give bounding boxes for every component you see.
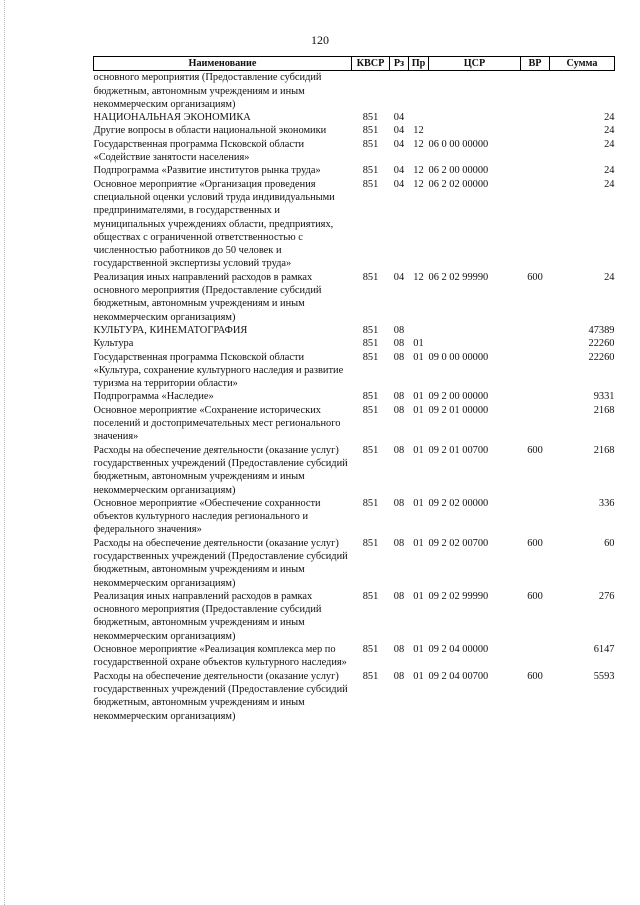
cell-name: Расходы на обеспечение деятельности (оказание услуг) государственных учреждений (Предоставление субсидий бюджетным, автономным учреждениям и иным некоммерческим организациям) [93,537,348,589]
cell-vr [521,404,550,444]
table-header-row [94,57,615,71]
cell-kvsr: 851 [362,537,379,549]
cell-name: Государственная программа Псковской области «Содействие занятости населения» [93,138,305,164]
cell-kvsr: 851 [362,271,379,283]
page-number: 120 [311,33,329,47]
table-row [94,590,615,643]
cell-pr: 12 [413,125,424,137]
table-row [94,324,615,337]
cell-kvsr: 851 [362,138,379,150]
cell-vr: 600 [527,444,543,456]
cell-sum: 24 [604,178,615,190]
cell-name: Другие вопросы в области национальной экономики [93,125,327,137]
cell-csr: 09 2 01 00700 [428,444,489,456]
table-row [94,670,615,723]
cell-sum: 6147 [593,644,615,656]
budget-table [93,56,615,723]
cell-csr [429,337,521,350]
cell-pr [409,111,429,124]
table-row [94,124,615,137]
cell-csr: 06 2 00 00000 [428,165,489,177]
cell-kvsr: 851 [362,444,379,456]
cell-name: Расходы на обеспечение деятельности (оказание услуг) государственных учреждений (Предоставление субсидий бюджетным, автономным учреждениям и иным некоммерческим организациям) [93,444,348,496]
table-row [94,404,615,444]
cell-name: Основное мероприятие «Реализация комплекса мер по государственной охране объектов культурного наследия» [93,644,347,669]
cell-rz: 04 [393,178,405,190]
cell-csr: 09 2 02 00000 [428,497,489,509]
cell-pr: 01 [413,670,424,682]
table-row [94,537,615,590]
cell-pr: 12 [413,138,424,150]
cell-kvsr: 851 [362,125,379,137]
cell-pr: 01 [413,497,424,509]
cell-sum [550,71,615,111]
cell-vr: 600 [527,271,543,283]
cell-pr [409,324,429,337]
cell-name: Подпрограмма «Наследие» [93,391,214,403]
header-pr: Пр [409,57,429,71]
cell-rz [390,71,409,111]
cell-rz: 04 [393,165,405,177]
cell-rz: 08 [393,444,405,456]
cell-name: НАЦИОНАЛЬНАЯ ЭКОНОМИКА [93,112,251,124]
cell-sum: 2168 [593,404,615,416]
cell-sum: 24 [604,112,615,124]
cell-csr: 09 0 00 00000 [428,351,489,363]
cell-kvsr: 851 [362,165,379,177]
cell-rz: 08 [393,324,405,336]
cell-rz: 08 [393,391,405,403]
cell-vr [521,324,550,337]
header-sum: Сумма [550,57,615,71]
cell-rz: 08 [393,644,405,656]
cell-name: Расходы на обеспечение деятельности (оказание услуг) государственных учреждений (Предоставление субсидий бюджетным, автономным учреждениям и иным некоммерческим организациям) [93,670,348,722]
cell-pr: 12 [413,178,424,190]
cell-csr [429,124,521,137]
table-row [94,444,615,497]
cell-name: Подпрограмма «Развитие институтов рынка труда» [93,165,321,177]
cell-name: Реализация иных направлений расходов в рамках основного мероприятия (Предоставление субсидий бюджетным, автономным учреждениям и иным некоммерческим организациям) [93,271,322,323]
cell-kvsr: 851 [362,351,379,363]
cell-rz: 08 [393,338,405,350]
table-row [94,271,615,324]
cell-rz: 04 [393,125,405,137]
header-vr: ВР [521,57,550,71]
table-row [94,138,615,165]
cell-csr [429,324,521,337]
cell-vr [521,178,550,271]
cell-csr: 06 2 02 00000 [428,178,489,190]
cell-kvsr: 851 [362,338,379,350]
cell-pr: 01 [413,404,424,416]
cell-name: Реализация иных направлений расходов в рамках основного мероприятия (Предоставление субсидий бюджетным, автономным учреждениям и иным некоммерческим организациям) [93,590,322,642]
cell-rz: 04 [393,112,405,124]
header-rz: Рз [390,57,409,71]
cell-vr [521,643,550,670]
cell-kvsr: 851 [362,497,379,509]
cell-vr [521,124,550,137]
cell-kvsr: 851 [362,112,379,124]
cell-rz: 08 [393,404,405,416]
cell-vr: 600 [527,590,543,602]
cell-sum: 22260 [588,338,615,350]
cell-vr [521,138,550,165]
cell-sum: 2168 [593,444,615,456]
cell-sum: 9331 [593,391,615,403]
cell-vr [521,351,550,391]
cell-vr [521,164,550,177]
header-name: Наименование [94,57,352,71]
table-row [94,111,615,124]
cell-sum: 22260 [588,351,615,363]
cell-pr [409,71,429,111]
cell-pr: 01 [413,590,424,602]
cell-vr [521,111,550,124]
cell-sum: 60 [604,537,615,549]
cell-rz: 04 [393,138,405,150]
cell-kvsr: 851 [362,324,379,336]
cell-pr: 01 [413,444,424,456]
cell-kvsr: 851 [362,404,379,416]
cell-name: Основное мероприятие «Сохранение исторических поселений и достопримечательных мест регионального значения» [93,404,341,443]
cell-sum: 276 [598,590,615,602]
cell-sum: 24 [604,138,615,150]
cell-csr: 06 0 00 00000 [428,138,489,150]
cell-csr [429,71,521,111]
cell-sum: 24 [604,271,615,283]
table-row [94,71,615,111]
cell-pr: 12 [413,165,424,177]
cell-vr [521,497,550,537]
cell-kvsr: 851 [362,178,379,190]
table-row [94,497,615,537]
cell-rz: 08 [393,497,405,509]
cell-vr: 600 [527,670,543,682]
cell-rz: 08 [393,590,405,602]
cell-csr: 09 2 02 00700 [428,537,489,549]
cell-kvsr: 851 [362,670,379,682]
cell-name: Основное мероприятие «Организация проведения специальной оценки условий труда индивидуальными предпринимателями, в государственных и муниципальных учреждениях области, предприятиях, обществах с ограниченной ответственностью с численностью работников до 50 человек и государственной экспертизы условий труда» [93,178,335,270]
cell-csr [429,111,521,124]
table-row [94,178,615,271]
cell-kvsr: 851 [362,644,379,656]
cell-vr [521,71,550,111]
cell-pr: 01 [413,338,424,350]
cell-sum: 24 [604,165,615,177]
table-row [94,351,615,391]
header-csr: ЦСР [429,57,521,71]
cell-rz: 08 [393,351,405,363]
header-kvsr: КВСР [352,57,390,71]
cell-sum: 5593 [593,670,615,682]
cell-name: КУЛЬТУРА, КИНЕМАТОГРАФИЯ [93,324,248,336]
cell-name: Государственная программа Псковской области «Культура, сохранение культурного наследия и развитие туризма на территории области» [93,351,344,390]
cell-csr: 09 2 02 99990 [428,590,489,602]
cell-csr: 09 2 04 00000 [428,644,489,656]
cell-kvsr: 851 [362,590,379,602]
cell-sum: 47389 [588,324,615,336]
cell-pr: 12 [413,271,424,283]
table-row [94,390,615,403]
cell-pr: 01 [413,351,424,363]
cell-kvsr: 851 [362,391,379,403]
cell-name: Основное мероприятие «Обеспечение сохранности объектов культурного наследия регионального и федерального значения» [93,497,321,536]
cell-csr: 09 2 01 00000 [428,404,489,416]
cell-sum: 24 [604,125,615,137]
cell-vr: 600 [527,537,543,549]
cell-pr: 01 [413,537,424,549]
cell-csr: 06 2 02 99990 [428,271,489,283]
cell-csr: 09 2 04 00700 [428,670,489,682]
table-row [94,164,615,177]
cell-csr: 09 2 00 00000 [428,391,489,403]
table-row [94,337,615,350]
cell-vr [521,390,550,403]
cell-vr [521,337,550,350]
cell-rz: 08 [393,670,405,682]
scan-edge-marks [4,0,7,905]
cell-rz: 04 [393,271,405,283]
cell-name: основного мероприятия (Предоставление субсидий бюджетным, автономным учреждениям и иным некоммерческим организациям) [93,72,322,110]
cell-kvsr [352,71,390,111]
cell-name: Культура [93,338,134,350]
cell-pr: 01 [413,391,424,403]
table-row [94,643,615,670]
cell-rz: 08 [393,537,405,549]
cell-sum: 336 [598,497,615,509]
cell-pr: 01 [413,644,424,656]
